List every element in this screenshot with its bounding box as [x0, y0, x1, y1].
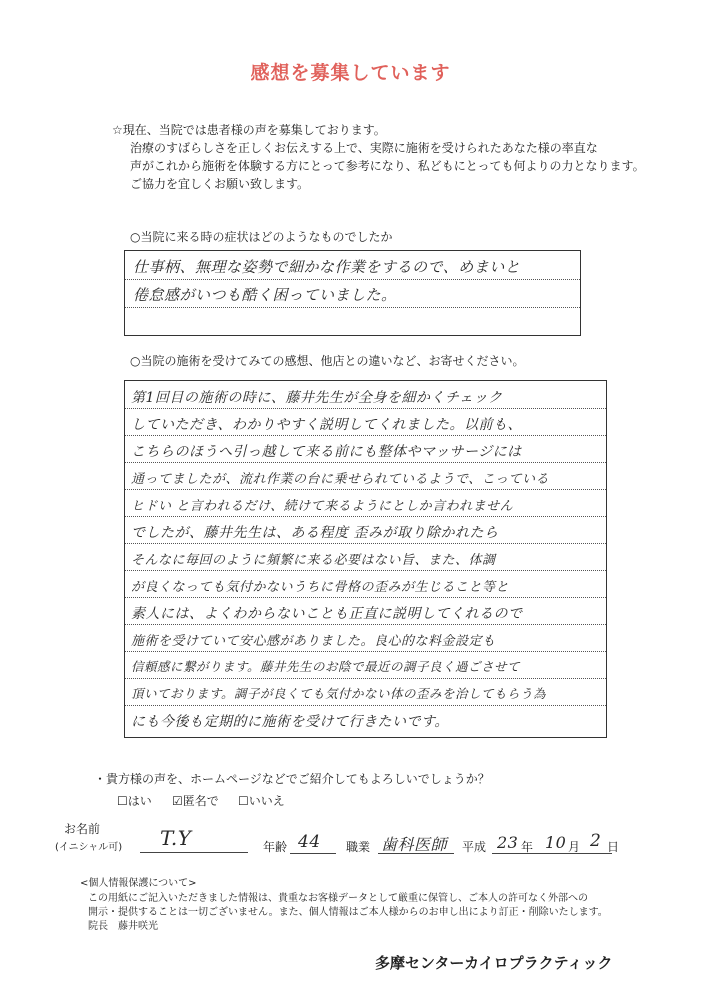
- intro-line: 声がこれから施術を体験する方にとって参考になり、私どもにとっても何よりの力となります。: [130, 159, 645, 173]
- ruled-line: [125, 279, 580, 280]
- permission-option-yes[interactable]: [117, 792, 152, 809]
- handwritten-answer-line: 施術を受けていて安心感がありました。良心的な料金設定も: [131, 634, 496, 649]
- privacy-line: 開示・提供することは一切ございません。また、個人情報はご本人様からのお申し出により訂正・削除いたします。: [88, 907, 608, 918]
- name-underline: [140, 852, 248, 853]
- month-value[interactable]: 10: [545, 833, 567, 852]
- year-label: 年: [521, 840, 534, 854]
- age-value[interactable]: 44: [298, 832, 321, 852]
- privacy-heading: <個人情報保護について>: [80, 878, 197, 889]
- question-1-answer-box: [124, 250, 581, 336]
- ruled-line: [125, 705, 606, 706]
- ruled-line: [125, 489, 606, 490]
- ruled-line: [125, 543, 606, 544]
- handwritten-answer-line: 通ってましたが、流れ作業の台に乗せられているようで、こっている: [131, 472, 549, 487]
- question-1-label: ○当院に来る時の症状はどのようなものでしたか: [130, 230, 393, 244]
- year-value[interactable]: 23: [497, 833, 519, 852]
- ruled-line: [125, 651, 606, 652]
- ruled-line: [125, 435, 606, 436]
- checkbox-checked-icon[interactable]: ☑: [172, 794, 183, 808]
- day-label: 日: [607, 840, 620, 854]
- permission-question: ・貴方様の声を、ホームページなどでご紹介してもよろしいでしょうか？: [94, 772, 490, 786]
- handwritten-answer-line: が良くなっても気付かないうちに骨格の歪みが生じること等と: [131, 580, 510, 595]
- month-label: 月: [568, 840, 581, 854]
- option-label: 匿名で: [182, 794, 219, 808]
- intro-line: 治療のすばらしさを正しくお伝えする上で、実際に施術を受けられたあなた様の率直な: [130, 141, 598, 155]
- privacy-line: この用紙にご記入いただきました情報は、貴重なお客様データとして厳重に保管し、ご本人の許可なく外部への: [88, 893, 588, 904]
- option-label: はい: [127, 794, 152, 808]
- handwritten-answer-line: 信頼感に繋がります。藤井先生のお陰で最近の調子良く過ごさせて: [131, 659, 521, 674]
- handwritten-answer-line: 倦怠感がいつも酷く困っていました。: [133, 286, 397, 304]
- question-2-answer-box: [124, 380, 607, 738]
- option-label: いいえ: [248, 794, 285, 808]
- ruled-line: [125, 408, 606, 409]
- checkbox-unchecked-icon[interactable]: ☐: [238, 794, 249, 808]
- job-value[interactable]: 歯科医師: [381, 835, 448, 854]
- handwritten-answer-line: ヒドい と言われるだけ、続けて来るようにとしか言われません: [131, 499, 514, 514]
- ruled-line: [125, 462, 606, 463]
- ruled-line: [125, 624, 606, 625]
- ruled-line: [125, 597, 606, 598]
- handwritten-answer-line: にも今後も定期的に施術を受けて行きたいです。: [131, 714, 449, 730]
- ruled-line: [125, 570, 606, 571]
- job-label: 職業: [346, 840, 371, 854]
- ruled-line: [125, 678, 606, 679]
- age-underline: [290, 853, 336, 854]
- handwritten-answer-line: 頂いております。調子が良くても気付かない体の歪みを治してもらう為: [131, 686, 547, 701]
- permission-option-no[interactable]: [238, 792, 285, 809]
- handwritten-answer-line: していただき、わかりやすく説明してくれました。以前も、: [131, 417, 522, 433]
- intro-text: [112, 121, 672, 193]
- date-underline: [492, 853, 612, 854]
- handwritten-answer-line: こちらのほうへ引っ越して来る前にも整体やマッサージには: [131, 444, 522, 460]
- intro-line: ご協力を宜しくお願い致します。: [130, 177, 310, 191]
- handwritten-answer-line: そんなに毎回のように頻繁に来る必要はない旨、また、体調: [131, 553, 496, 568]
- permission-option-anonymous[interactable]: [172, 792, 219, 809]
- director-name: 院長 藤井咲光: [88, 921, 158, 932]
- question-2-label: ○当院の施術を受けてみての感想、他店との違いなど、お寄せください。: [130, 354, 525, 368]
- ruled-line: [125, 307, 580, 308]
- intro-line: ☆現在、当院では患者様の声を募集しております。: [112, 123, 386, 137]
- name-label: お名前: [64, 822, 101, 836]
- handwritten-answer-line: 素人には、よくわからないことも正直に説明してくれるので: [131, 606, 523, 622]
- handwritten-answer-line: でしたが、藤井先生は、ある程度 歪みが取り除かれたら: [131, 525, 499, 541]
- name-sublabel: (イニシャル可): [55, 842, 123, 853]
- era-label: 平成: [462, 840, 487, 854]
- name-value[interactable]: T.Y: [160, 826, 192, 850]
- handwritten-answer-line: 仕事柄、無理な姿勢で細かな作業をするので、めまいと: [133, 258, 521, 276]
- handwritten-answer-line: 第1回目の施術の時に、藤井先生が全身を細かくチェック: [131, 390, 503, 406]
- clinic-name: 多摩センターカイロプラクティック: [375, 954, 613, 972]
- day-value[interactable]: 2: [590, 831, 602, 851]
- age-label: 年齢: [263, 840, 288, 854]
- page-title: 感想を募集しています: [250, 62, 451, 84]
- checkbox-unchecked-icon[interactable]: ☐: [117, 794, 128, 808]
- ruled-line: [125, 516, 606, 517]
